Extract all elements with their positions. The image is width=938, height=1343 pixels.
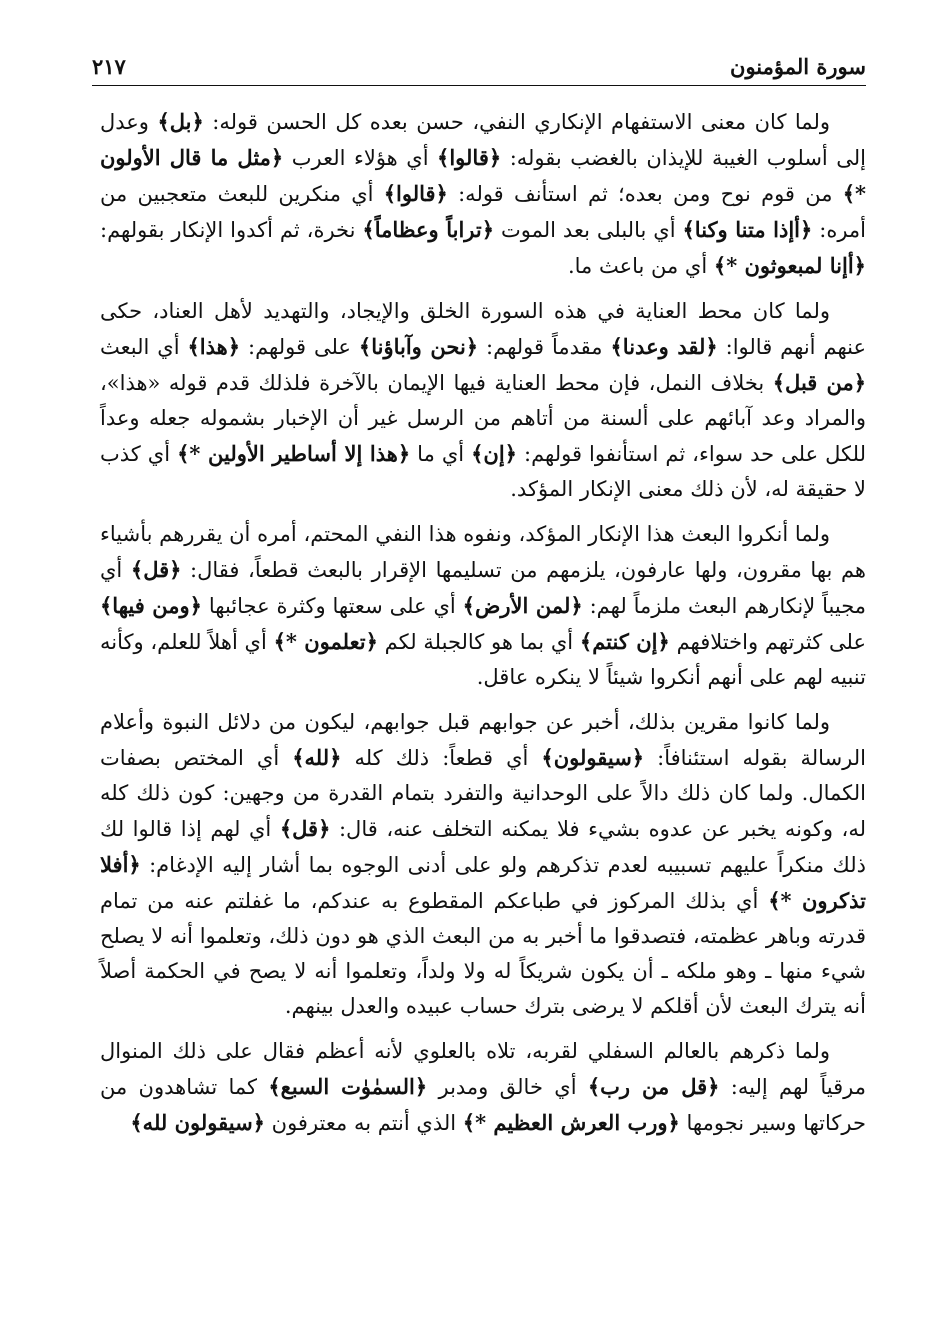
quran-quote: ﴿قالوا﴾ bbox=[437, 145, 502, 170]
paragraph bbox=[100, 1034, 866, 1141]
quran-quote: ﴿لقد وعدنا﴾ bbox=[610, 334, 718, 359]
quran-quote: ﴿أفلا تذكرون *﴾ bbox=[100, 852, 866, 913]
text-run: أي كذب لا حقيقة له، لأن ذلك معنى الإنكار المؤكد. bbox=[100, 442, 866, 501]
quran-quote: ﴿من قبل﴾ bbox=[772, 370, 866, 395]
text-run: أي بالبلى بعد الموت bbox=[494, 218, 683, 242]
quran-quote: ﴿قل﴾ bbox=[279, 816, 331, 841]
text-run: ولما ذكرهم بالعالم السفلي لقربه، تلاه بالعلوي لأنه أعظم فقال على ذلك المنوال مرقياً لهم إليه: bbox=[100, 1039, 867, 1099]
quran-quote: ﴿سيقولون﴾ bbox=[541, 745, 645, 770]
page-body bbox=[100, 104, 866, 1151]
quran-quote: ﴿قل من رب﴾ bbox=[587, 1074, 720, 1099]
quran-quote: ﴿أإذا متنا وكنا﴾ bbox=[682, 217, 813, 242]
text-run: ولما أنكروا البعث هذا الإنكار المؤكد، ونفوه هذا النفي المحتم، أمره أن يقررهم بأشياء هم بها مقرون، ولها عارفون، يلزمهم من تسليمها الإقرار بالبعث قطعاً، فقال: bbox=[100, 522, 866, 582]
text-run: ولما كانوا مقرين بذلك، أخبر عن جوابهم قبل جوابهم، ليكون من دلائل النبوة وأعلام الرسالة بقوله استئنافاً: bbox=[100, 710, 866, 770]
quran-quote: ﴿ومن فيها﴾ bbox=[100, 593, 202, 618]
quran-quote: ﴿تراباً وعظاماً﴾ bbox=[362, 217, 495, 242]
text-run: من قوم نوح ومن بعده؛ ثم استأنف قوله: bbox=[447, 182, 843, 206]
quran-quote: ﴿سيقولون لله﴾ bbox=[130, 1110, 265, 1135]
quran-quote: ﴿هذا﴾ bbox=[187, 334, 241, 359]
paragraph bbox=[100, 104, 866, 284]
text-run: أي خالق ومدبر bbox=[427, 1075, 588, 1099]
text-run: مقدماً قولهم: bbox=[478, 335, 611, 359]
text-run: الذي أنتم به معترفون bbox=[264, 1111, 463, 1135]
surah-title: سورة المؤمنون bbox=[730, 54, 866, 79]
text-run: كما تشاهدون من حركاتها وسير نجومها bbox=[100, 1075, 866, 1135]
quran-quote: ﴿لله﴾ bbox=[292, 745, 342, 770]
text-run: أي بما هو كالجبلة لكم bbox=[377, 630, 580, 654]
text-run: أي ما bbox=[410, 442, 472, 466]
quran-quote: ﴿نحن وآباؤنا﴾ bbox=[358, 334, 479, 359]
text-run: أي مجيباً لإنكارهم البعث ملزماً لهم: bbox=[100, 558, 866, 618]
text-run: أي بذلك المركوز في طباعكم المقطوع به عندكم، ما غفلتم عنه من تمام قدرته وباهر عظمته، فتصدقوا ما أخبر به من البعث الذي هو دون ذلك، وتعلموا أنه لا يصلح شيء منها ـ وهو ملكه ـ أن يكون شريكاً له ولا ولداً، وتعلموا أنه لا يصح في الحكمة أصلاً أنه يترك البعث لأن أقلكم لا يرضى بترك حساب عبيده والعدل بينهم. bbox=[100, 889, 866, 1018]
text-run: أي منكرين للبعث متعجبين من أمره: bbox=[100, 182, 867, 242]
quran-quote: ﴿إن﴾ bbox=[471, 441, 517, 466]
text-run: أي أهلاً للعلم، وكأنه تنبيه لهم على أنهم أنكروا شيئاً لا ينكره عاقل. bbox=[100, 630, 866, 689]
text-run: أي هؤلاء العرب bbox=[283, 146, 438, 170]
quran-quote: ﴿مثل ما قال الأولون *﴾ bbox=[100, 145, 866, 206]
quran-quote: ﴿بل﴾ bbox=[157, 109, 204, 134]
text-run: بخلاف النمل، فإن محط العناية فيها الإيمان بالآخرة فلذلك قدم قوله «هذا»، والمراد وعد آبائهم على ألسنة من أتاهم من الرسل غير أن الإخبار بشموله جعله وعداً للكل على حد سواء، ثم استأنفوا قولهم: bbox=[100, 371, 866, 466]
text-run: أي من باعث ما. bbox=[567, 254, 714, 278]
quran-quote: ﴿تعلمون *﴾ bbox=[273, 629, 378, 654]
text-run: أي المختص بصفات الكمال. ولما كان ذلك دالاً على الوحدانية والتفرد بتمام القدرة من وجهين: كون ذلك كله له، وكونه يخبر عن عدوه بشيء فلا يمكنه التخلف عنه، قال: bbox=[100, 746, 866, 841]
text-run: ولما كان معنى الاستفهام الإنكاري النفي، حسن بعده كل الحسن قوله: bbox=[203, 110, 830, 134]
text-run: على قولهم: bbox=[240, 335, 359, 359]
quran-quote: ﴿لمن الأرض﴾ bbox=[462, 593, 583, 618]
text-run: وعدل إلى أسلوب الغيبة للإيذان بالغضب بقوله: bbox=[100, 110, 867, 170]
text-run: أي لهم إذا قالوا لك ذلك منكراً عليهم تسبيبه لعدم تذكرهم ولو على أدنى الوجوه بما أشار إليه الإدغام: bbox=[100, 817, 866, 877]
text-run: أي قطعاً: ذلك كله bbox=[341, 746, 542, 770]
quran-quote: ﴿إن كنتم﴾ bbox=[579, 629, 670, 654]
text-run: على كثرتهم واختلافهم bbox=[669, 630, 867, 654]
text-run: ولما كان محط العناية في هذه السورة الخلق والإيجاد، والتهديد لأهل العناد، حكى عنهم أنهم قالوا: bbox=[100, 299, 866, 359]
page-number: ٢١٧ bbox=[92, 54, 126, 79]
text-run: أي على سعتها وكثرة عجائبها bbox=[201, 594, 463, 618]
quran-quote: ﴿قالوا﴾ bbox=[383, 181, 448, 206]
paragraph bbox=[100, 705, 866, 1024]
running-header bbox=[92, 46, 866, 86]
paragraph bbox=[100, 517, 866, 695]
text-run: أي البعث bbox=[100, 335, 188, 359]
quran-quote: ﴿ورب العرش العظيم *﴾ bbox=[462, 1110, 680, 1135]
quran-quote: ﴿قل﴾ bbox=[130, 557, 182, 582]
text-run: نخرة، ثم أكدوا الإنكار بقولهم: bbox=[100, 218, 363, 242]
quran-quote: ﴿هذا إلا أساطير الأولين *﴾ bbox=[177, 441, 411, 466]
paragraph bbox=[100, 294, 866, 507]
quran-quote: ﴿السمٰوٰت السبع﴾ bbox=[268, 1074, 428, 1099]
quran-quote: ﴿أإنا لمبعوثون *﴾ bbox=[713, 253, 866, 278]
